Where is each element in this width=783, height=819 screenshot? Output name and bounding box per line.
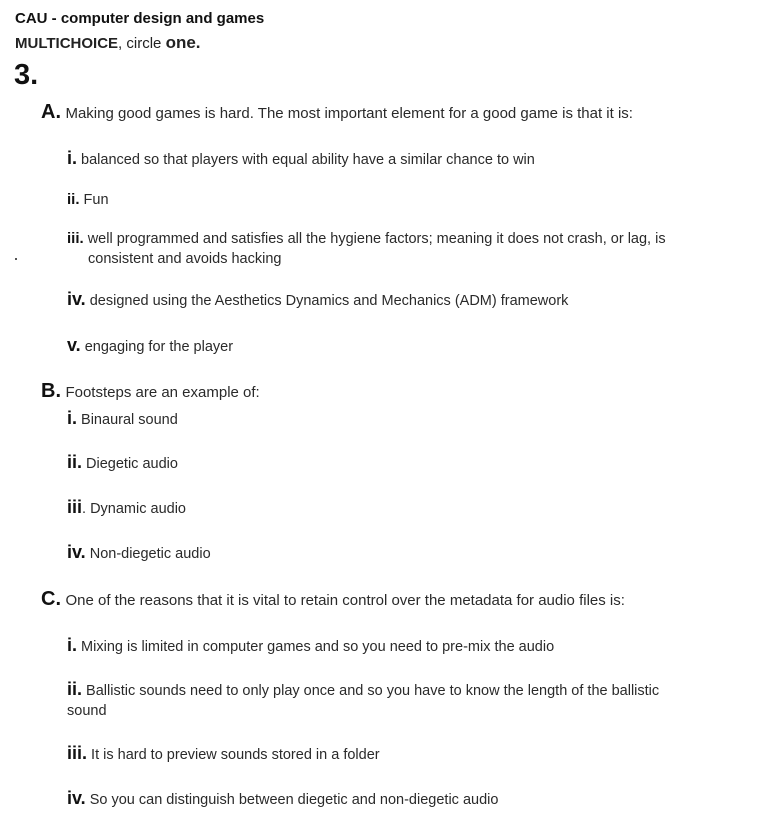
option-text: designed using the Aesthetics Dynamics and Mechanics (ADM) framework [85,293,569,309]
part-letter: C. [41,588,61,610]
option-number: i. [67,635,78,655]
option-number: iv. [67,788,86,808]
option-number: iv. [67,542,86,562]
part-prompt: One of the reasons that it is vital to retain control over the metadata for audio files is: [65,592,625,609]
option-number: v. [67,335,81,355]
option-a-i[interactable] [67,148,535,170]
option-b-i[interactable] [67,408,178,430]
option-number: iii. [67,230,84,247]
option-c-iii[interactable] [67,743,380,765]
stray-dot [15,258,17,260]
option-text: So you can distinguish between diegetic and non-diegetic audio [85,792,499,808]
option-number: ii. [67,452,83,472]
option-number: i. [67,408,78,428]
option-text: Ballistic sounds need to only play once and so you have to know the length of the ballistic sound [67,683,660,719]
option-text: Mixing is limited in computer games and so you need to pre-mix the audio [77,639,555,655]
instruction-emphasis: one. [165,33,201,52]
instruction-mode: MULTICHOICE [15,35,119,52]
option-text: balanced so that players with equal ability have a similar chance to win [77,152,535,168]
part-c-heading [41,588,625,611]
option-text: . Dynamic audio [82,501,186,517]
option-a-ii[interactable] [67,190,109,210]
option-number: iii. [67,743,88,763]
option-number: ii. [67,191,80,208]
option-text: engaging for the player [80,339,234,355]
part-prompt: Making good games is hard. The most important element for a good game is that it is: [65,105,633,122]
option-b-iv[interactable] [67,542,211,564]
option-text: well programmed and satisfies all the hygiene factors; meaning it does not crash, or lag, is consistent and avoids hacking [83,231,666,267]
option-c-i[interactable] [67,635,554,657]
option-text: Binaural sound [77,412,178,428]
option-a-iii[interactable] [67,229,728,269]
question-number: 3. [14,59,39,91]
part-letter: B. [41,380,61,402]
option-text: It is hard to preview sounds stored in a folder [87,747,380,763]
option-text: Diegetic audio [82,456,178,472]
option-c-iv[interactable] [67,788,498,810]
option-a-iv[interactable] [67,289,568,311]
part-b-heading [41,380,260,403]
option-c-ii[interactable] [67,679,687,721]
part-prompt: Footsteps are an example of: [65,384,260,401]
option-number: ii. [67,679,83,699]
part-letter: A. [41,101,61,123]
instruction-rest: , circle [118,35,166,52]
option-b-iii[interactable] [67,497,186,519]
option-number: i. [67,148,78,168]
option-text: Fun [79,192,109,208]
document-title: CAU - computer design and games [15,10,265,27]
option-number: iv. [67,289,86,309]
option-text: Non-diegetic audio [85,546,211,562]
instruction-line [15,33,201,53]
option-number: iii [67,497,83,517]
part-a-heading [41,101,633,124]
option-a-v[interactable] [67,335,233,357]
option-b-ii[interactable] [67,452,178,474]
